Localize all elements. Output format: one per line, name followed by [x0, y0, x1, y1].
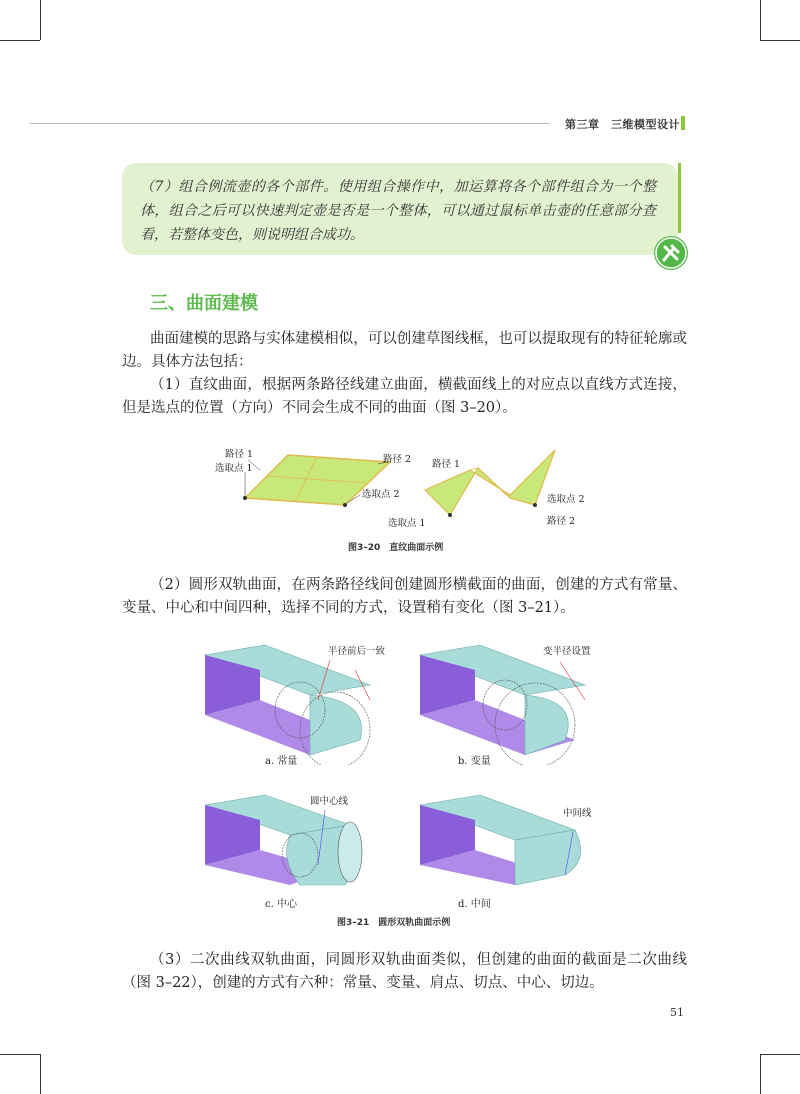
crop-mark — [0, 1054, 40, 1055]
page-number: 51 — [670, 1006, 684, 1019]
note-constant: 半径前后一致 — [328, 646, 386, 657]
label-path2-right: 路径 2 — [547, 516, 576, 527]
paragraph-ruled-surface: （1）直纹曲面，根据两条路径线建立曲面，横截面线上的对应点以直线方式连接，但是选点的位置（方向）不同会生成不同的曲面（图 3–20）。 — [122, 377, 687, 416]
crop-mark — [0, 40, 40, 41]
label-b-variable: b. 变量 — [458, 756, 491, 767]
tip-text: （7）组合例流壶的各个部件。使用组合操作中，加运算将各个部件组合为一个整体，组合之后可以快速判定壶是否是一个整体，可以通过鼠标单击壶的任意部分查看，若整体变色，则说明组合成功。 — [140, 179, 656, 243]
crop-mark — [40, 1054, 41, 1094]
label-path2-left: 路径 2 — [383, 454, 412, 465]
header-accent-bar — [681, 116, 685, 130]
figure-3-20-drawing — [210, 440, 610, 540]
figure-3-21a-drawing — [200, 640, 390, 765]
chapter-header: 第三章 三维模型设计 — [565, 118, 680, 131]
note-variable: 变半径设置 — [543, 646, 591, 657]
figure-3-21d-drawing — [415, 790, 605, 900]
crop-mark — [760, 40, 800, 41]
crop-mark — [760, 0, 761, 40]
header-rule — [30, 123, 550, 124]
label-d-middle: d. 中间 — [458, 899, 491, 910]
paragraph-circular-surface: （2）圆形双轨曲面，在两条路径线间创建圆形横截面的曲面，创建的方式有常量、变量、中心和中间四种，选择不同的方式，设置稍有变化（图 3–21）。 — [122, 577, 687, 616]
label-pick2-left: 选取点 2 — [362, 489, 400, 500]
paragraph-conic-surface: （3）二次曲线双轨曲面，同圆形双轨曲面类似，但创建的曲面的截面是二次曲线（图 3–22），创建的方式有六种：常量、变量、肩点、切点、中心、切边。 — [122, 952, 687, 991]
label-path1-right: 路径 1 — [432, 459, 461, 470]
label-c-center: c. 中心 — [265, 899, 297, 910]
figure-3-20-caption: 图3–20 直纹曲面示例 — [348, 543, 444, 553]
tip-box — [122, 163, 678, 255]
label-pick1-left: 选取点 1 — [215, 463, 253, 474]
crop-mark — [760, 1054, 761, 1094]
crop-mark — [40, 0, 41, 40]
label-pick2-right: 选取点 2 — [547, 494, 585, 505]
tip-side-bar — [678, 163, 681, 233]
label-pick1-right: 选取点 1 — [388, 518, 426, 529]
figure-3-21-caption: 图3–21 圆形双轨曲面示例 — [337, 918, 451, 928]
crop-mark — [760, 1054, 800, 1055]
label-path1-left: 路径 1 — [225, 449, 254, 460]
tools-icon — [654, 236, 688, 270]
figure-3-21b-drawing — [415, 640, 605, 765]
label-a-constant: a. 常量 — [265, 756, 298, 767]
note-center: 圆中心线 — [310, 796, 349, 807]
section-title: 三、曲面建模 — [150, 293, 258, 314]
figure-3-21c-drawing — [200, 790, 390, 900]
paragraph-intro: 曲面建模的思路与实体建模相似，可以创建草图线框，也可以提取现有的特征轮廓或边。具体方法包括： — [122, 331, 687, 370]
note-middle: 中间线 — [563, 808, 592, 819]
